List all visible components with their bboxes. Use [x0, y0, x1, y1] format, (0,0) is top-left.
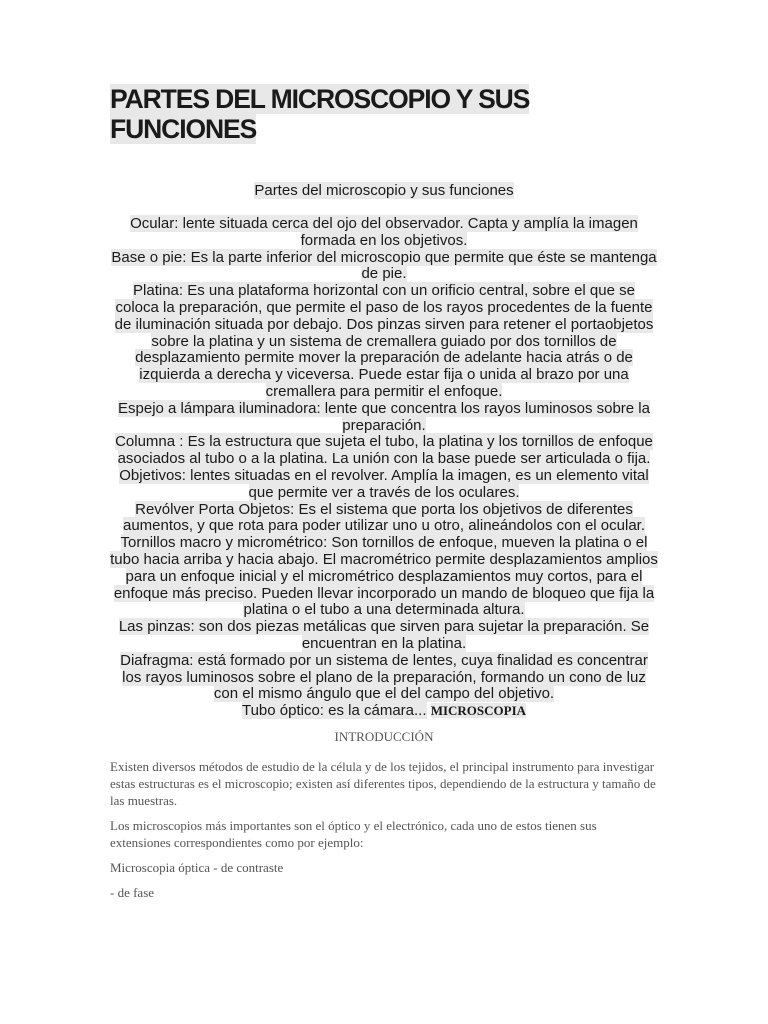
- paragraph-tornillos: Tornillos macro y micrométrico: Son tornillos de enfoque, mueven la platina o el tubo hacia arriba y hacia abajo. El macrométrico permite desplazamientos amplios para un enfoque inicial y el micrométrico desplazamientos muy cortos, para el enfoque más preciso. Pueden llevar incorporado un mando de bloqueo que fija la platina o el tubo a una determinada altura.: [110, 534, 658, 619]
- page-title: PARTES DEL MICROSCOPIO Y SUS FUNCIONES: [110, 84, 530, 144]
- intro-paragraph-1: Existen diversos métodos de estudio de la célula y de los tejidos, el principal instrumento para investigar estas estructuras es el microscopio; existen así diferentes tipos, dependiendo de la estructura y tamaño de las muestras.: [110, 758, 656, 808]
- paragraph-revolver: Revólver Porta Objetos: Es el sistema que porta los objetivos de diferentes aumentos, y que rota para poder utilizar uno u otro, alineándolos con el ocular.: [123, 500, 645, 535]
- intro-paragraph-2: Los microscopios más importantes son el óptico y el electrónico, cada uno de estos tienen sus extensiones correspondientes como por ejemplo:: [110, 817, 597, 850]
- body-text: [110, 216, 658, 720]
- document-page: [110, 84, 658, 909]
- paragraph-pinzas: Las pinzas: son dos piezas metálicas que sirven para sujetar la preparación. Se encuentran en la platina.: [118, 618, 650, 652]
- paragraph-espejo: Espejo a lámpara iluminadora: lente que concentra los rayos luminosos sobre la preparación.: [118, 399, 650, 434]
- paragraph-platina: Platina: Es una plataforma horizontal con un orificio central, sobre el que se coloca la preparación, que permite el paso de los rayos procedentes de la fuente de iluminación situada por debajo. Dos pinzas sirven para retener el portaobjetos sobre la platina y un sistema de cremallera guiado por dos tornillos de desplazamiento permite mover la preparación de adelante hacia atrás o de izquierda a derecha y viceversa. Puede estar fija o unida al brazo por una cremallera para permitir el enfoque.: [114, 282, 654, 400]
- intro-heading: INTRODUCCIÓN: [334, 728, 434, 744]
- paragraph-objetivos: Objetivos: lentes situadas en el revolver. Amplía la imagen, es un elemento vital que permite ver a través de los oculares.: [119, 466, 649, 501]
- intro-section: [110, 758, 658, 901]
- intro-paragraph-3: Microscopia óptica - de contraste: [110, 859, 284, 875]
- paragraph-tubo: Tubo óptico: es la cámara... MICROSCOPIA: [241, 702, 527, 720]
- paragraph-base: Base o pie: Es la parte inferior del microscopio que permite que éste se mantenga de pie.: [111, 248, 657, 283]
- subtitle: Partes del microscopio y sus funciones: [254, 182, 514, 199]
- intro-paragraph-4: - de fase: [110, 884, 155, 900]
- paragraph-columna: Columna : Es la estructura que sujeta el tubo, la platina y los tornillos de enfoque asociados al tubo o a la platina. La unión con la base puede ser articulada o fija.: [115, 433, 653, 468]
- microscopia-heading: MICROSCOPIA: [430, 703, 527, 719]
- paragraph-ocular: Ocular: lente situada cerca del ojo del observador. Capta y amplía la imagen formada en los objetivos.: [130, 215, 638, 249]
- paragraph-diafragma: Diafragma: está formado por un sistema de lentes, cuya finalidad es concentrar los rayos luminosos sobre el plano de la preparación, formando un cono de luz con el mismo ángulo que el del campo del objetivo.: [120, 651, 648, 703]
